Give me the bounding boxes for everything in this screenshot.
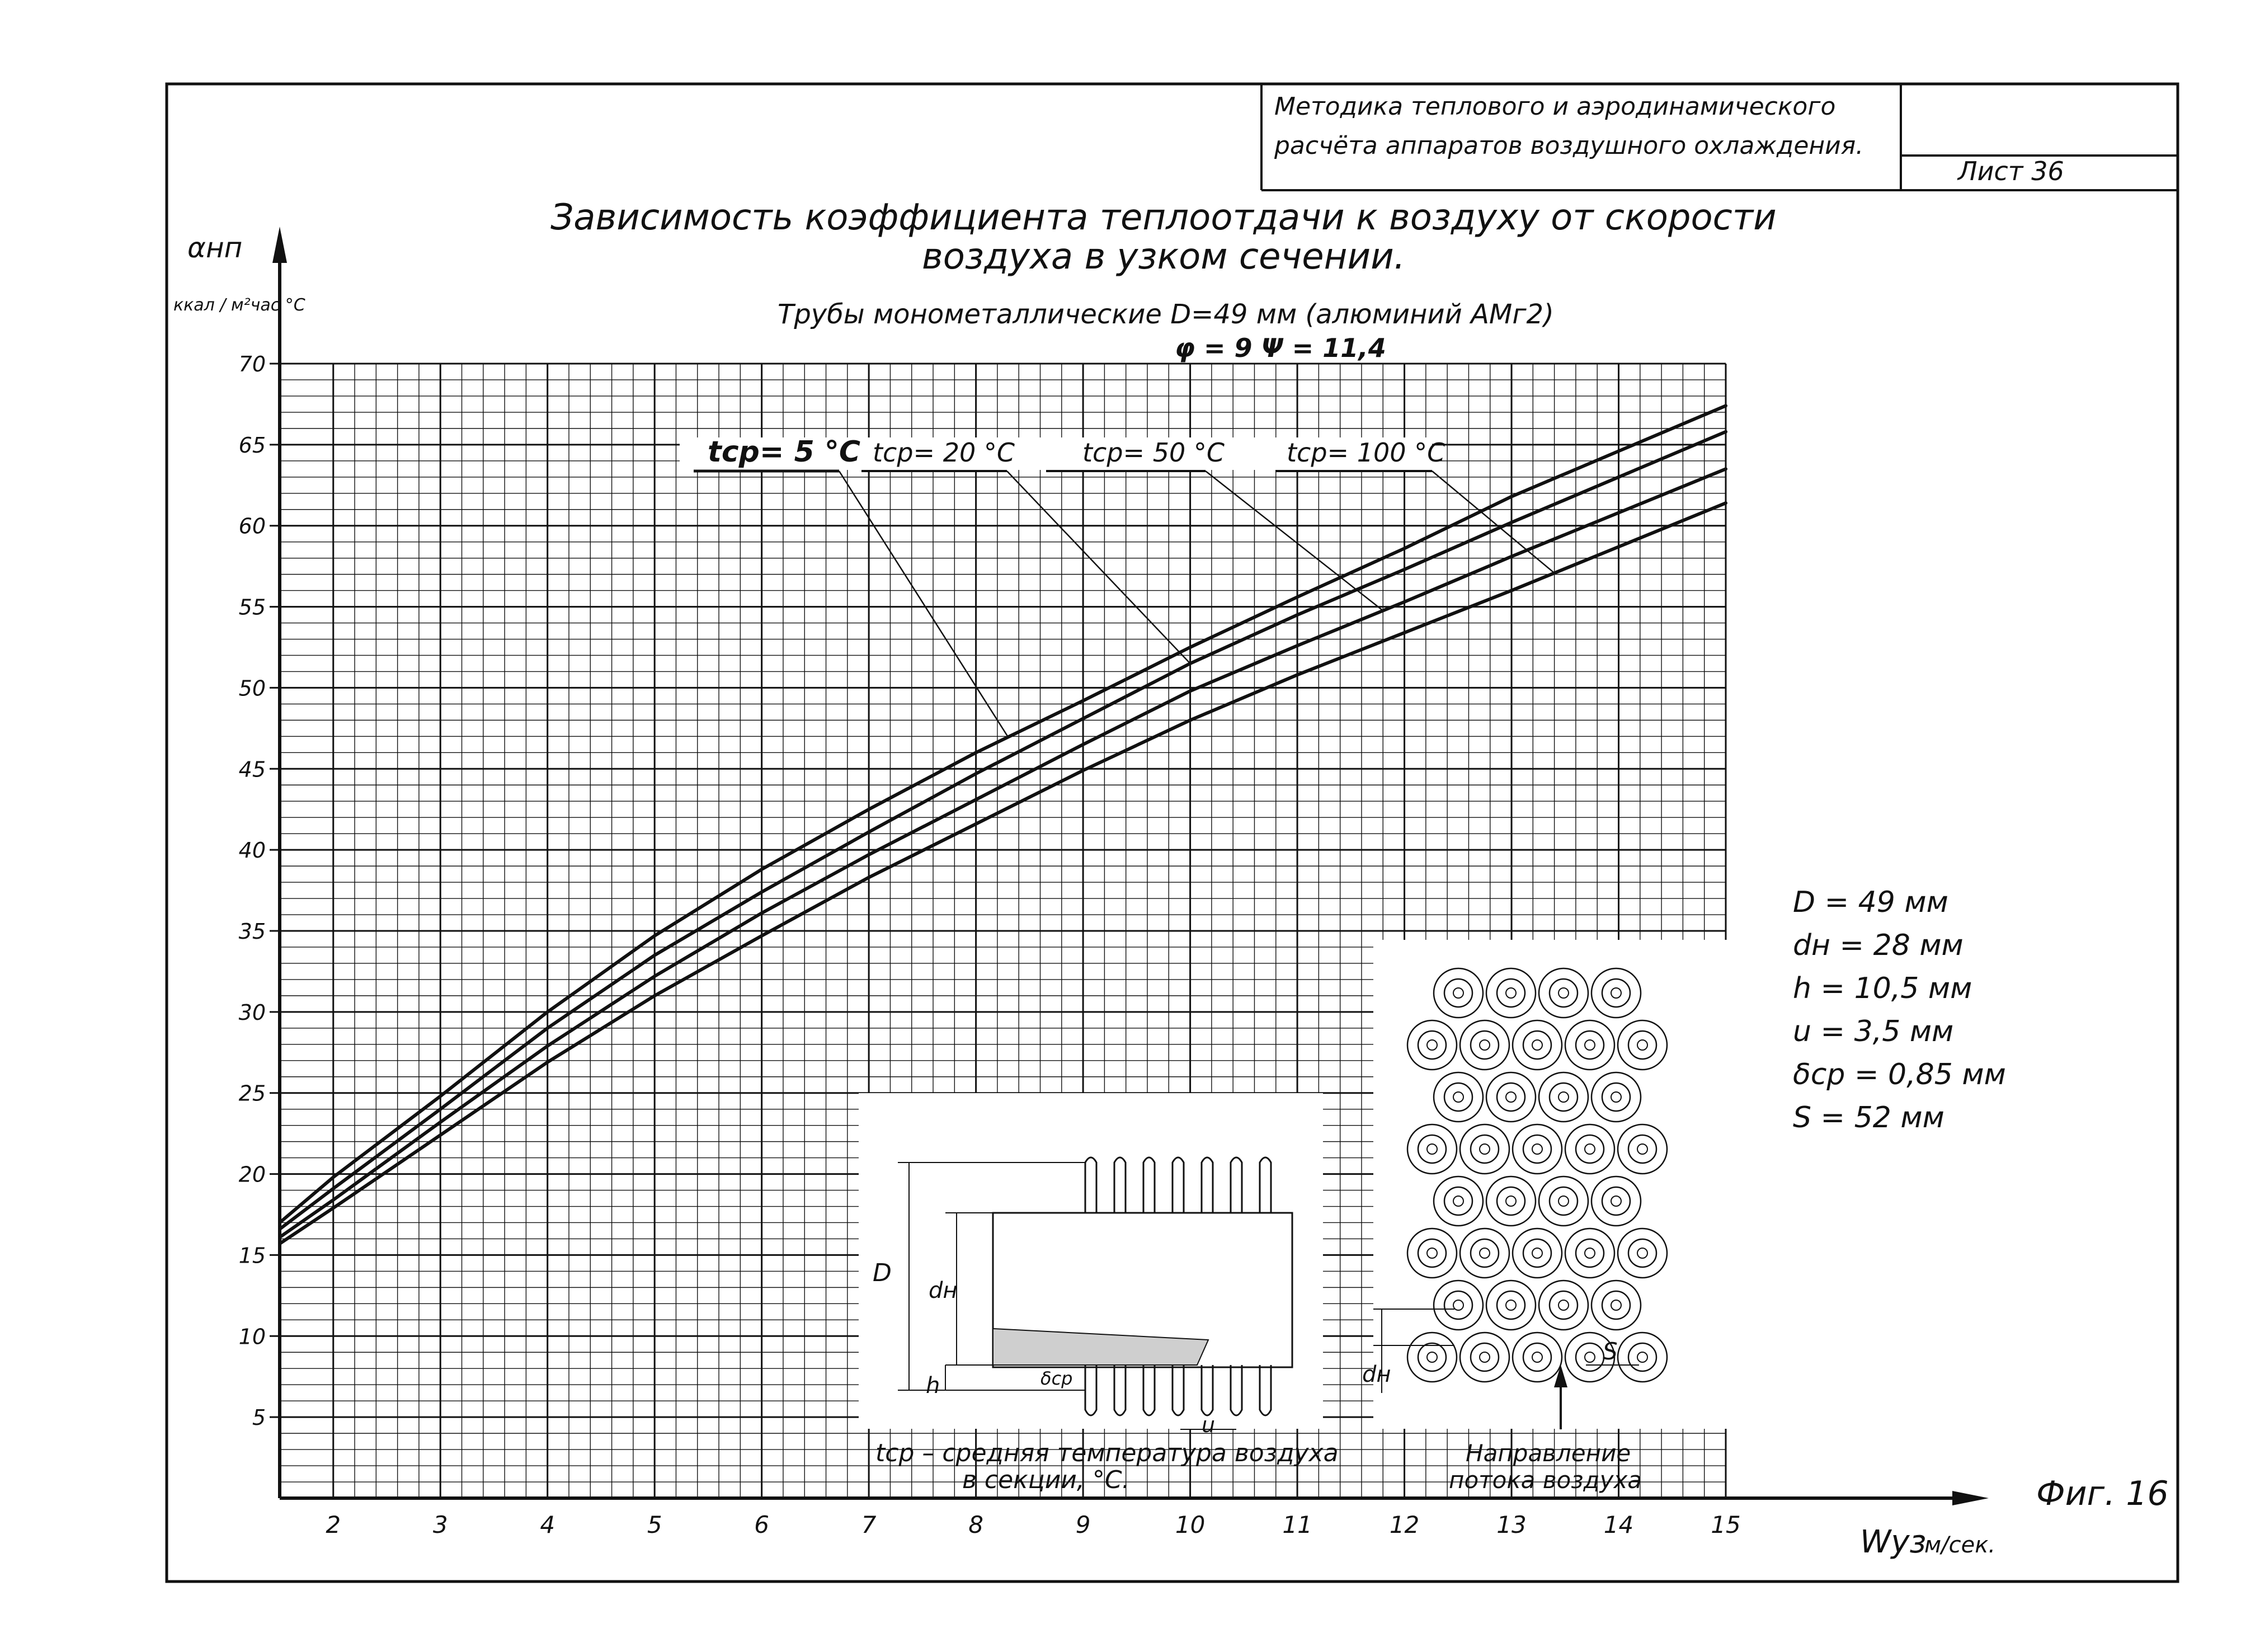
bundle-label-dn: dн [1362, 1362, 1391, 1387]
parameter-list [1793, 881, 2006, 1140]
y-tick-label: 30 [238, 1000, 266, 1025]
y-tick-labels [239, 352, 280, 1430]
inset-note-line1: tср – средняя температура воздуха [875, 1439, 1339, 1467]
y-tick-label: 5 [252, 1405, 266, 1430]
x-tick-label: 8 [968, 1511, 983, 1538]
x-tick-label: 4 [540, 1511, 555, 1538]
y-tick-label: 20 [238, 1162, 266, 1187]
param-s: S = 52 мм [1793, 1101, 1944, 1135]
legend-leader-1 [839, 471, 1008, 737]
legend-label-100: tср= 100 °С [1287, 437, 1445, 468]
x-tick-label: 9 [1075, 1511, 1091, 1538]
title-block-line1: Методика теплового и аэродинамического [1274, 92, 1836, 121]
param-delta: δср = 0,85 мм [1793, 1058, 2006, 1091]
inset-note-line2: в секции, °С. [962, 1466, 1130, 1494]
pipe-label-D: D [873, 1259, 892, 1287]
pipe-label-delta: δср [1040, 1368, 1073, 1389]
x-tick-label: 12 [1389, 1511, 1420, 1538]
legend-label-20: tср= 20 °С [873, 437, 1015, 468]
y-tick-label: 55 [238, 595, 266, 620]
flow-note-line2: потока воздуха [1449, 1466, 1642, 1494]
y-tick-label: 65 [238, 432, 266, 458]
x-tick-label: 2 [326, 1511, 341, 1538]
y-axis-label: αнп [187, 232, 243, 264]
legend-label-50: tср= 50 °С [1082, 437, 1225, 468]
sheet-number: Лист 36 [1958, 156, 2064, 186]
x-axis-unit: м/сек. [1924, 1532, 1996, 1558]
legend-label-5: tср= 5 °С [708, 435, 861, 469]
chart-title-line1: Зависимость коэффициента теплоотдачи к воздуху от скорости [550, 197, 1777, 238]
x-axis-label: Wуз [1860, 1524, 1927, 1560]
y-tick-label: 70 [238, 352, 266, 376]
x-tick-label: 5 [647, 1511, 662, 1538]
x-tick-label: 13 [1496, 1511, 1527, 1538]
y-axis-arrow-icon [272, 227, 287, 263]
x-tick-label: 14 [1603, 1511, 1634, 1538]
y-tick-label: 15 [238, 1243, 266, 1268]
chart-subtitle-phi-psi: φ = 9 Ψ = 11,4 [1175, 333, 1386, 363]
bundle-label-s: S [1603, 1338, 1618, 1365]
x-tick-label: 15 [1711, 1511, 1741, 1538]
y-tick-label: 50 [238, 676, 266, 701]
param-dn: dн = 28 мм [1793, 929, 1964, 962]
chart-title-line2: воздуха в узком сечении. [922, 236, 1405, 277]
param-u: u = 3,5 мм [1793, 1015, 1954, 1048]
pipe-label-h: h [926, 1373, 940, 1399]
x-tick-label: 3 [432, 1511, 448, 1538]
y-tick-label: 45 [238, 757, 266, 782]
y-tick-label: 10 [238, 1324, 266, 1349]
x-tick-label: 11 [1282, 1511, 1312, 1538]
y-tick-label: 40 [238, 838, 266, 863]
param-D: D = 49 мм [1793, 886, 1948, 919]
chart-subtitle-pipes: Трубы монометаллические D=49 мм (алюминий АМг2) [778, 299, 1554, 330]
bundle-inset-background [1373, 940, 1743, 1429]
legend-leader-3 [1206, 471, 1383, 611]
y-tick-label: 60 [238, 514, 266, 539]
x-tick-label: 10 [1175, 1511, 1206, 1538]
x-tick-label: 6 [754, 1511, 770, 1538]
legend-leader-2 [1007, 471, 1190, 663]
title-block-line2: расчёта аппаратов воздушного охлаждения. [1274, 131, 1864, 160]
title-block [1261, 84, 2178, 190]
flow-note-line1: Направление [1466, 1439, 1631, 1467]
pipe-label-dn: dн [929, 1278, 958, 1303]
y-tick-label: 35 [238, 919, 266, 944]
param-h: h = 10,5 мм [1793, 972, 1972, 1005]
x-tick-labels [326, 1511, 1740, 1538]
legend [680, 435, 1445, 471]
figure-label: Фиг. 16 [2036, 1474, 2169, 1513]
x-tick-label: 7 [861, 1511, 877, 1538]
x-axis-arrow-icon [1952, 1491, 1989, 1505]
y-axis-unit: ккал / м²час °С [173, 295, 305, 315]
pipe-label-u: u [1202, 1413, 1216, 1437]
y-tick-label: 25 [238, 1081, 266, 1106]
